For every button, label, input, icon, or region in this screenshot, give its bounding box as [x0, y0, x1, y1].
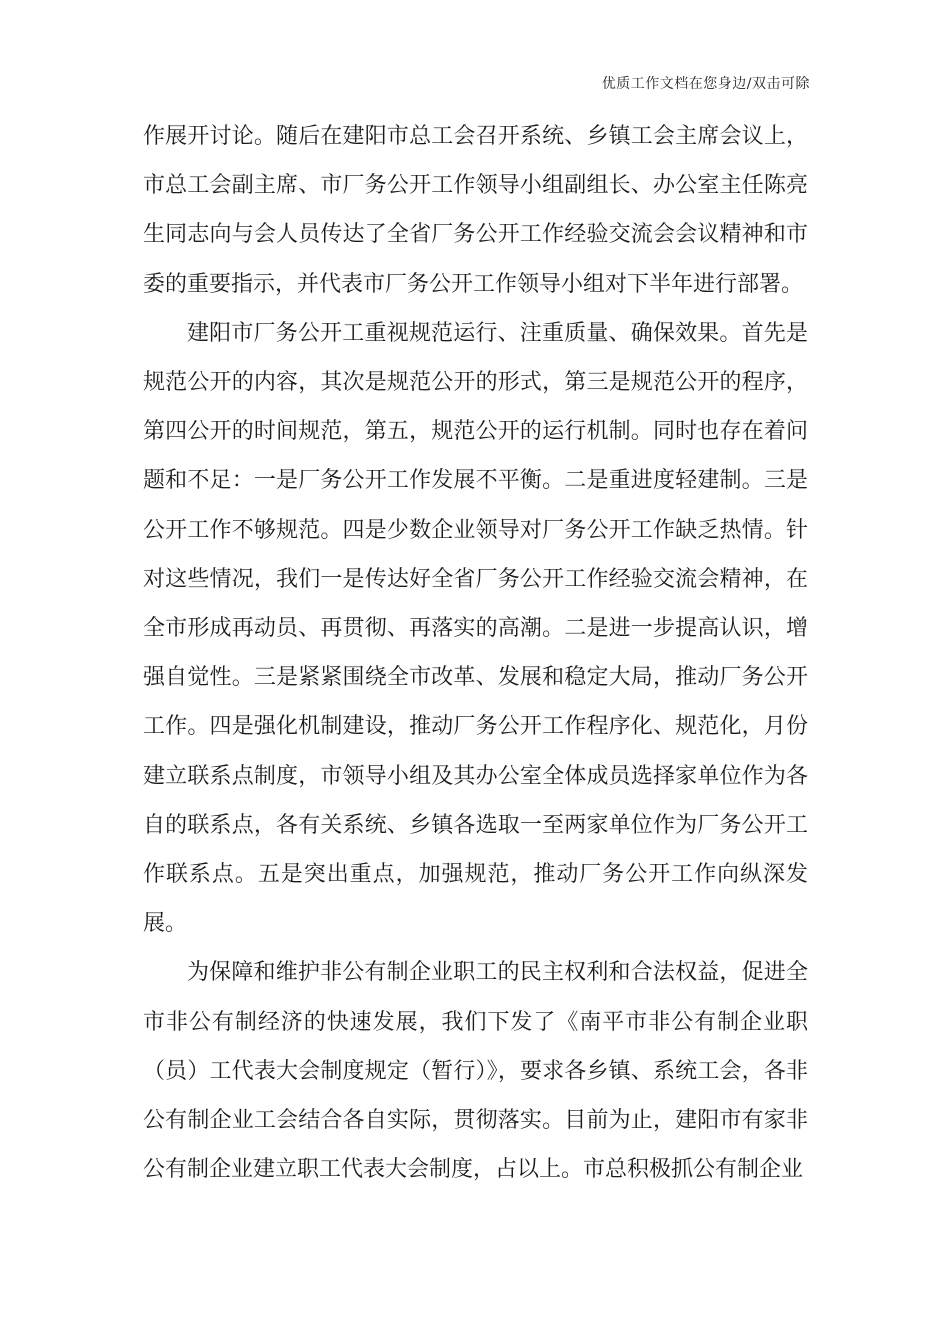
document-body	[143, 112, 808, 1194]
header-note: 优质工作文档在您身边/双击可除	[601, 76, 810, 92]
paragraph-1: 作展开讨论。随后在建阳市总工会召开系统、乡镇工会主席会议上，市总工会副主席、市厂务公开工作领导小组副组长、办公室主任陈亮生同志向与会人员传达了全省厂务公开工作经验交流会会议精神和市委的重要指示，并代表市厂务公开工作领导小组对下半年进行部署。	[143, 124, 808, 297]
paragraph-2: 建阳市厂务公开工重视规范运行、注重质量、确保效果。首先是规范公开的内容，其次是规范公开的形式，第三是规范公开的程序，第四公开的时间规范，第五，规范公开的运行机制。同时也存在着问题和不足：一是厂务公开工作发展不平衡。二是重进度轻建制。三是公开工作不够规范。四是少数企业领导对厂务公开工作缺乏热情。针对这些情况，我们一是传达好全省厂务公开工作经验交流会精神，在全市形成再动员、再贯彻、再落实的高潮。二是进一步提高认识，增强自觉性。三是紧紧围绕全市改革、发展和稳定大局，推动厂务公开工作。四是强化机制建设，推动厂务公开工作程序化、规范化，月份建立联系点制度，市领导小组及其办公室全体成员选择家单位作为各自的联系点，各有关系统、乡镇各选取一至两家单位作为厂务公开工作联系点。五是突出重点，加强规范，推动厂务公开工作向纵深发展。	[143, 320, 808, 937]
paragraph-3: 为保障和维护非公有制企业职工的民主权利和合法权益，促进全市非公有制经济的快速发展，我们下发了《南平市非公有制企业职（员）工代表大会制度规定（暂行）》，要求各乡镇、系统工会，各非公有制企业工会结合各自实际，贯彻落实。目前为止，建阳市有家非公有制企业建立职工代表大会制度，占以上。市总积极抓公有制企业	[143, 960, 808, 1183]
